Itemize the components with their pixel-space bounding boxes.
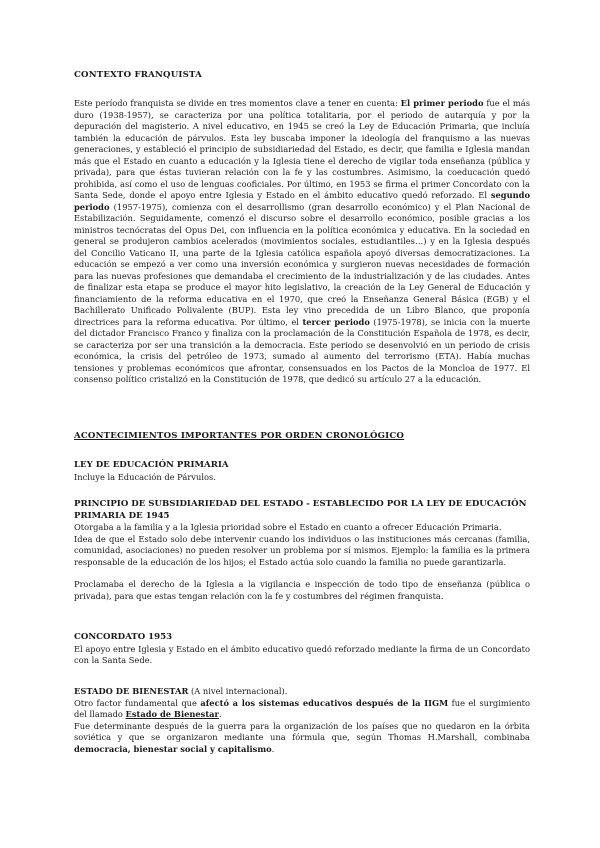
section-title-suffix: (A nivel internacional). [188, 686, 288, 696]
section-title-line [74, 686, 530, 698]
intro-bold-3: tercer periodo [302, 316, 370, 327]
events-heading: ACONTECIMIENTOS IMPORTANTES POR ORDEN CRONOLÓGICO [74, 431, 405, 441]
section-text [74, 698, 530, 721]
text-run: Otro factor fundamental que [74, 697, 201, 708]
page-title: CONTEXTO FRANQUISTA [74, 70, 203, 80]
intro-text-2: fue el más duro (1938-1957), se caracteriza por una política totalitaria, por el periodo de autarquía y por la depuración del magisterio. A nivel educativo, en 1945 se creó la Ley de Educación Primaria, que incluía también la educación de párvulos. Esta ley buscaba imponer la ideología del franquismo a las nuevas generaciones, y estableció el principio de subsidiariedad del Estado, es decir, que familia e Iglesia mandan más que el Estado en cuanto a educación y la Iglesia tiene el derecho de vigilar toda enseñanza (pública y privada), para que éstas tuvieran relación con la fe y las costumbres. Asimismo, la coeducación quedó prohibida, así como el uso de lenguas cooficiales. Por último, en 1953 se firma el primer Concordato con la Santa Sede, donde el apoyo entre Iglesia y Estado en el ámbito educativo quedó reforzado. El [74, 98, 530, 200]
intro-text-4: (1975-1978), se inicia con la muerte del dictador Francisco Franco y finaliza con la proclamación de la Constitución Española de 1978, es decir, se caracteriza por ser una transición a la democracia. Este periodo se desenvolvió en un periodo de crisis económica, la crisis del petróleo de 1973, sumado al aumento del terrorismo (ETA). Había muchas tensiones y problemas económicos que afrontar, consensuados en los Pactos de la Moncloa de 1977. El consenso político cristalizó en la Constitución de 1978, que dedicó su artículo 27 a la educación. [74, 316, 530, 384]
intro-text-3: (1957-1975), comienza con el desarrollismo (gran desarrollo económico) y el Plan Nacional de Estabilización. Seguidamente, comenzó el discurso sobre el desarrollo económico, posible gracias a los ministros tecnócratas del Opus Dei, con influencia en la política económica y educativa. En la sociedad en general se produjeron cambios acelerados (movimientos sociales, estudiantiles…) y en la Iglesia después del Concilio Vaticano II, una parte de la Iglesia católica española apoyó diversas democratizaciones. La educación se empezó a ver como una inversión económica y surgieron nuevas necesidades de formación para las nuevas profesiones que demandaba el crecimiento de la industrialización y de las ciudades. Antes de finalizar esta etapa se produce el mayor hito legislativo, la creación de la Ley General de Educación y financiamiento de la reforma educativa en el 1970, que creó la Enseñanza General Básica (EGB) y el Bachillerato Unificado Polivalente (BUP). Esta ley vino precedida de un Libro Blanco, que proponía directrices para la reforma educativa. Por último, el [74, 201, 530, 327]
section-title: PRINCIPIO DE SUBSIDIARIEDAD DEL ESTADO - ESTABLECIDO POR LA LEY DE EDUCACIÓN PRIMARIA DE 1945 [74, 499, 527, 521]
section-ley-primaria [74, 460, 530, 483]
text-run: Fue determinante después de la guerra para la organización de los países que no quedaron en la órbita soviética y que se organizaron mediante una fórmula que, según Thomas H.Marshall, combinaba [74, 720, 530, 742]
intro-text-1: Este período franquista se divide en tres momentos clave a tener en cuenta: [74, 98, 401, 108]
section-text: Proclamaba el derecho de la Iglesia a la vigilancia e inspección de todo tipo de enseñanza (pública o privada), para que estas tengan relación con la fe y costumbres del régimen franquista. [74, 579, 530, 601]
intro-paragraph [74, 98, 530, 386]
text-run: . [218, 709, 222, 719]
section-title: CONCORDATO 1953 [74, 632, 173, 642]
section-text: El apoyo entre Iglesia y Estado en el ámbito educativo quedó reforzado mediante la firma de un Concordato con la Santa Sede. [74, 643, 530, 665]
section-concordato [74, 632, 530, 667]
bold-run: afectó a los sistemas educativos después de la IIGM [200, 697, 449, 708]
text-run: . [271, 743, 275, 754]
intro-bold-2: segundo periodo [74, 190, 530, 212]
section-subsidiariedad [74, 499, 530, 602]
intro-bold-1: El primer periodo [400, 98, 484, 108]
bold-run: democracia, bienestar social y capitalismo [74, 743, 272, 754]
section-title: ESTADO DE BIENESTAR [74, 686, 189, 696]
section-title: LEY DE EDUCACIÓN PRIMARIA [74, 460, 229, 470]
section-bienestar [74, 686, 530, 755]
section-text: Otorgaba a la familia y a la Iglesia prioridad sobre el Estado en cuanto a ofrecer Educación Primaria. [74, 522, 502, 532]
section-text [74, 721, 530, 756]
section-text: Idea de que el Estado solo debe intervenir cuando los individuos o las instituciones más cercanas (familia, comunidad, asociaciones) no pueden resolver un problema por sí mismos. Ejemplo: la familia es la primera responsable de la educación de los hijos; el Estado actúa solo cuando la familia no puede garantizarla. [74, 533, 530, 567]
underlined-run: Estado de Bienestar [125, 709, 219, 719]
section-text: Incluye la Educación de Párvulos. [74, 471, 216, 482]
text-run: fue el surgimiento del llamado [74, 697, 531, 719]
